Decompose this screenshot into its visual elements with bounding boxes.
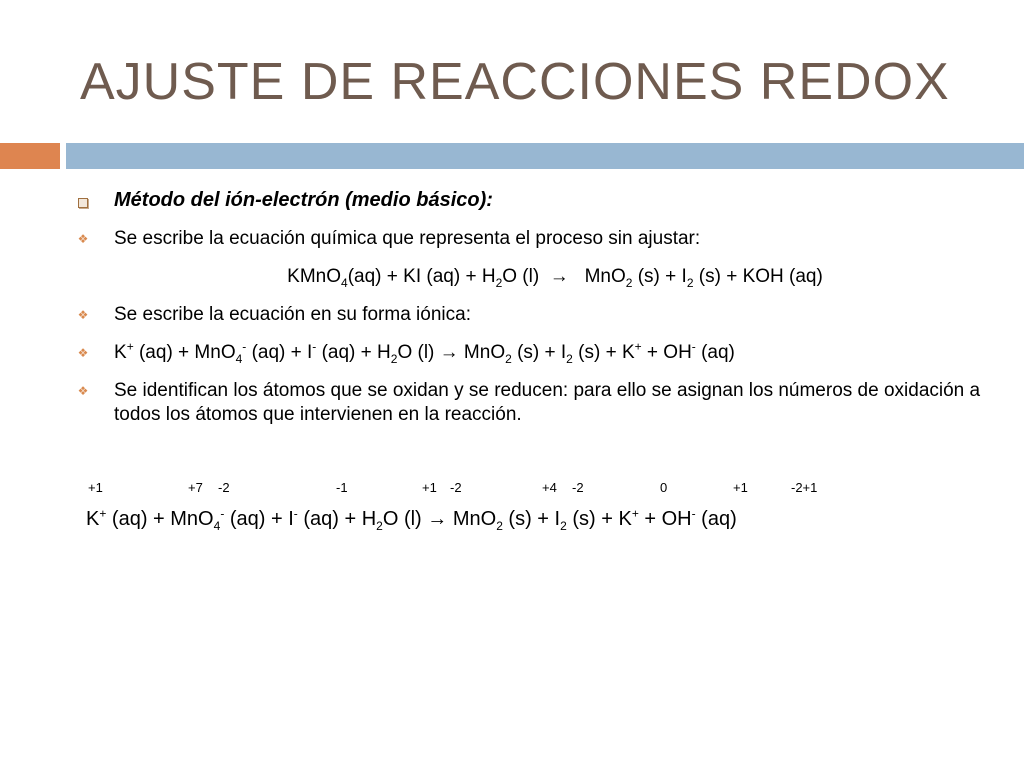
molecular-equation: KMnO$_4$(aq) + KI $(aq) + H_2O$ (l) → MnO$_2$ $(s) + I_2$ (s) + KOH (aq): [287, 266, 823, 290]
diamond-bullet-icon: ❖: [77, 384, 89, 398]
list-item-text: Se escribe la ecuación en su forma iónica:: [114, 304, 471, 325]
ox-number: +4: [542, 480, 557, 495]
ox-number: -2+1: [791, 480, 818, 495]
ox-number: +1: [422, 480, 437, 495]
list-item: [76, 303, 996, 327]
list-item: [76, 227, 996, 251]
accent-bar-orange: [0, 143, 60, 169]
ionic-equation: K+ (aq) + MnO$_4$- (aq) + I- $(aq) + H_2O$ (l) → MnO$_2$ $(s) + I_2$ (s) + K+ + OH- (aq): [114, 339, 735, 366]
ox-number: -2: [572, 480, 584, 495]
ox-number: -2: [450, 480, 462, 495]
ox-number: -1: [336, 480, 348, 495]
ionic-equation-with-ox-numbers: K+ (aq) + MnO$_4$- (aq) + I- $(aq) + H_2O$ (l) → MnO$_2$ $(s) + I_2$ (s) + K+ + OH- (aq): [86, 506, 737, 533]
diamond-bullet-icon: ❖: [77, 346, 89, 360]
ox-number: -2: [218, 480, 230, 495]
ionic-equation-row: [76, 341, 996, 365]
heading-row: [76, 188, 996, 213]
list-item-text: Se escribe la ecuación química que representa el proceso sin ajustar:: [114, 228, 701, 249]
slide-content: [76, 188, 996, 441]
method-heading: Método del ión-electrón (medio básico):: [114, 189, 493, 211]
diamond-bullet-icon: ❖: [77, 308, 89, 322]
ox-number: +7: [188, 480, 203, 495]
diamond-bullet-icon: ❖: [77, 232, 89, 246]
ox-number: +1: [733, 480, 748, 495]
ox-number: 0: [660, 480, 668, 495]
list-item-text: Se identifican los átomos que se oxidan y se reducen: para ello se asignan los números de oxidación a todos los átomos que intervienen en la reacción.: [114, 380, 981, 425]
list-item: [76, 379, 996, 427]
square-bullet-icon: [78, 198, 88, 208]
ox-number: +1: [88, 480, 103, 495]
slide-title: AJUSTE DE REACCIONES REDOX: [80, 53, 950, 111]
accent-bar-blue: [66, 143, 1024, 169]
oxidation-numbers: [76, 480, 976, 496]
